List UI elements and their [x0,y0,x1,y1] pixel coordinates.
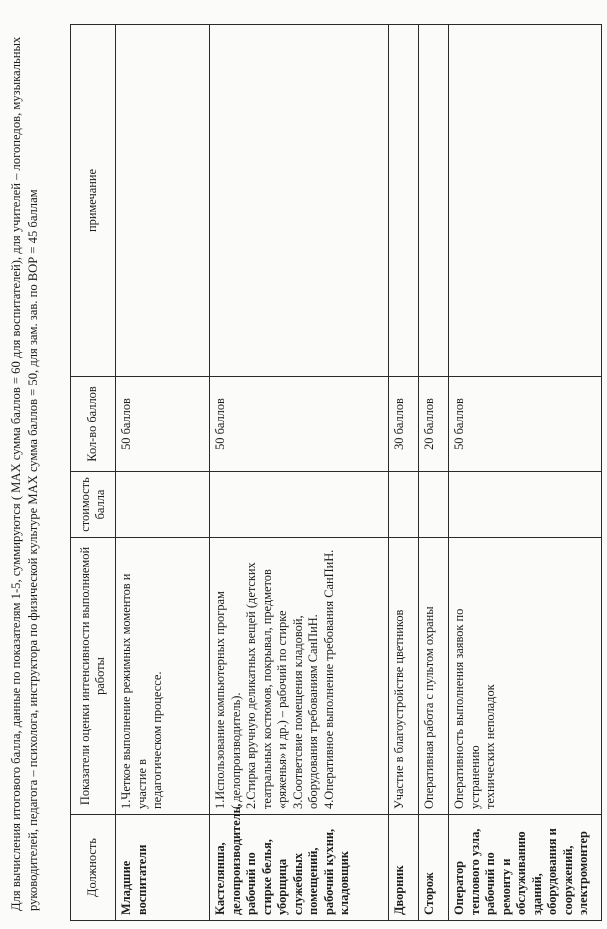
table-header-row [71,25,116,921]
header-note: примечание [71,25,116,377]
cell-indicators: Оперативность выполнения заявок по устранению технических неполадок [449,538,602,815]
scoring-table [70,24,602,921]
header-position: Должность [71,815,116,921]
cell-points: 20 баллов [419,377,449,472]
cell-position: Младшие воспитатели [116,815,210,921]
table-row [389,25,419,921]
table-row [116,25,210,921]
header-points-count: Кол-во баллов [71,377,116,472]
cell-point-cost [389,472,419,538]
cell-note [449,25,602,377]
cell-indicators: 1.Использование компьютерных програм ( делопроизводитель). 2.Стирка вручную деликатных вещей (детских театральных костюмов, покрывал, предметов «ряженья» и др.) – рабочий по стирке 3.Соответсвие помещения кладовой, оборудования требованиям СанПиН. 4.Оперативное выполнение требования СанПиН. [210,538,389,815]
cell-indicators: 1.Четкое выполнение режимных моментов и участие в педагогическом процессе. [116,538,210,815]
cell-point-cost [419,472,449,538]
cell-point-cost [449,472,602,538]
intro-line-2: руководителей, педагога – психолога, инструктора по физической культуре MAX сумма баллов = 50, для зам. зав. по ВОР = 45 баллам [25,189,40,911]
cell-position: Кастелянша, делопроизводитель, рабочий по стирке белья, уборщица служебных помещений, рабочий кухни, кладовщик [210,815,389,921]
cell-indicators: Участие в благоустройстве цветников [389,538,419,815]
cell-position: Оператор теплового узла, рабочий по ремонту и обслуживанию зданий, оборудования и сооружений, электромонтер [449,815,602,921]
cell-indicators: Оперативная работа с пультом охраны [419,538,449,815]
cell-points: 30 баллов [389,377,419,472]
header-indicators: Показатели оценки интенсивности выполняемой работы [71,538,116,815]
cell-position: Сторож [419,815,449,921]
cell-note [389,25,419,377]
table-row [210,25,389,921]
cell-points: 50 баллов [210,377,389,472]
cell-points: 50 баллов [116,377,210,472]
table-row [419,25,449,921]
cell-note [116,25,210,377]
cell-point-cost [210,472,389,538]
cell-note [419,25,449,377]
cell-position: Дворник [389,815,419,921]
intro-line-1: Для вычисления итогового балла, данные по показателям 1-5, суммируются ( MAX сумма баллов = 60 для воспитателей), для учителей – логопедов, музыкальных [9,36,23,911]
header-point-cost: стоимость балла [71,472,116,538]
intro-text [8,11,41,911]
cell-points: 50 баллов [449,377,602,472]
cell-point-cost [116,472,210,538]
cell-note [210,25,389,377]
table-row [449,25,602,921]
